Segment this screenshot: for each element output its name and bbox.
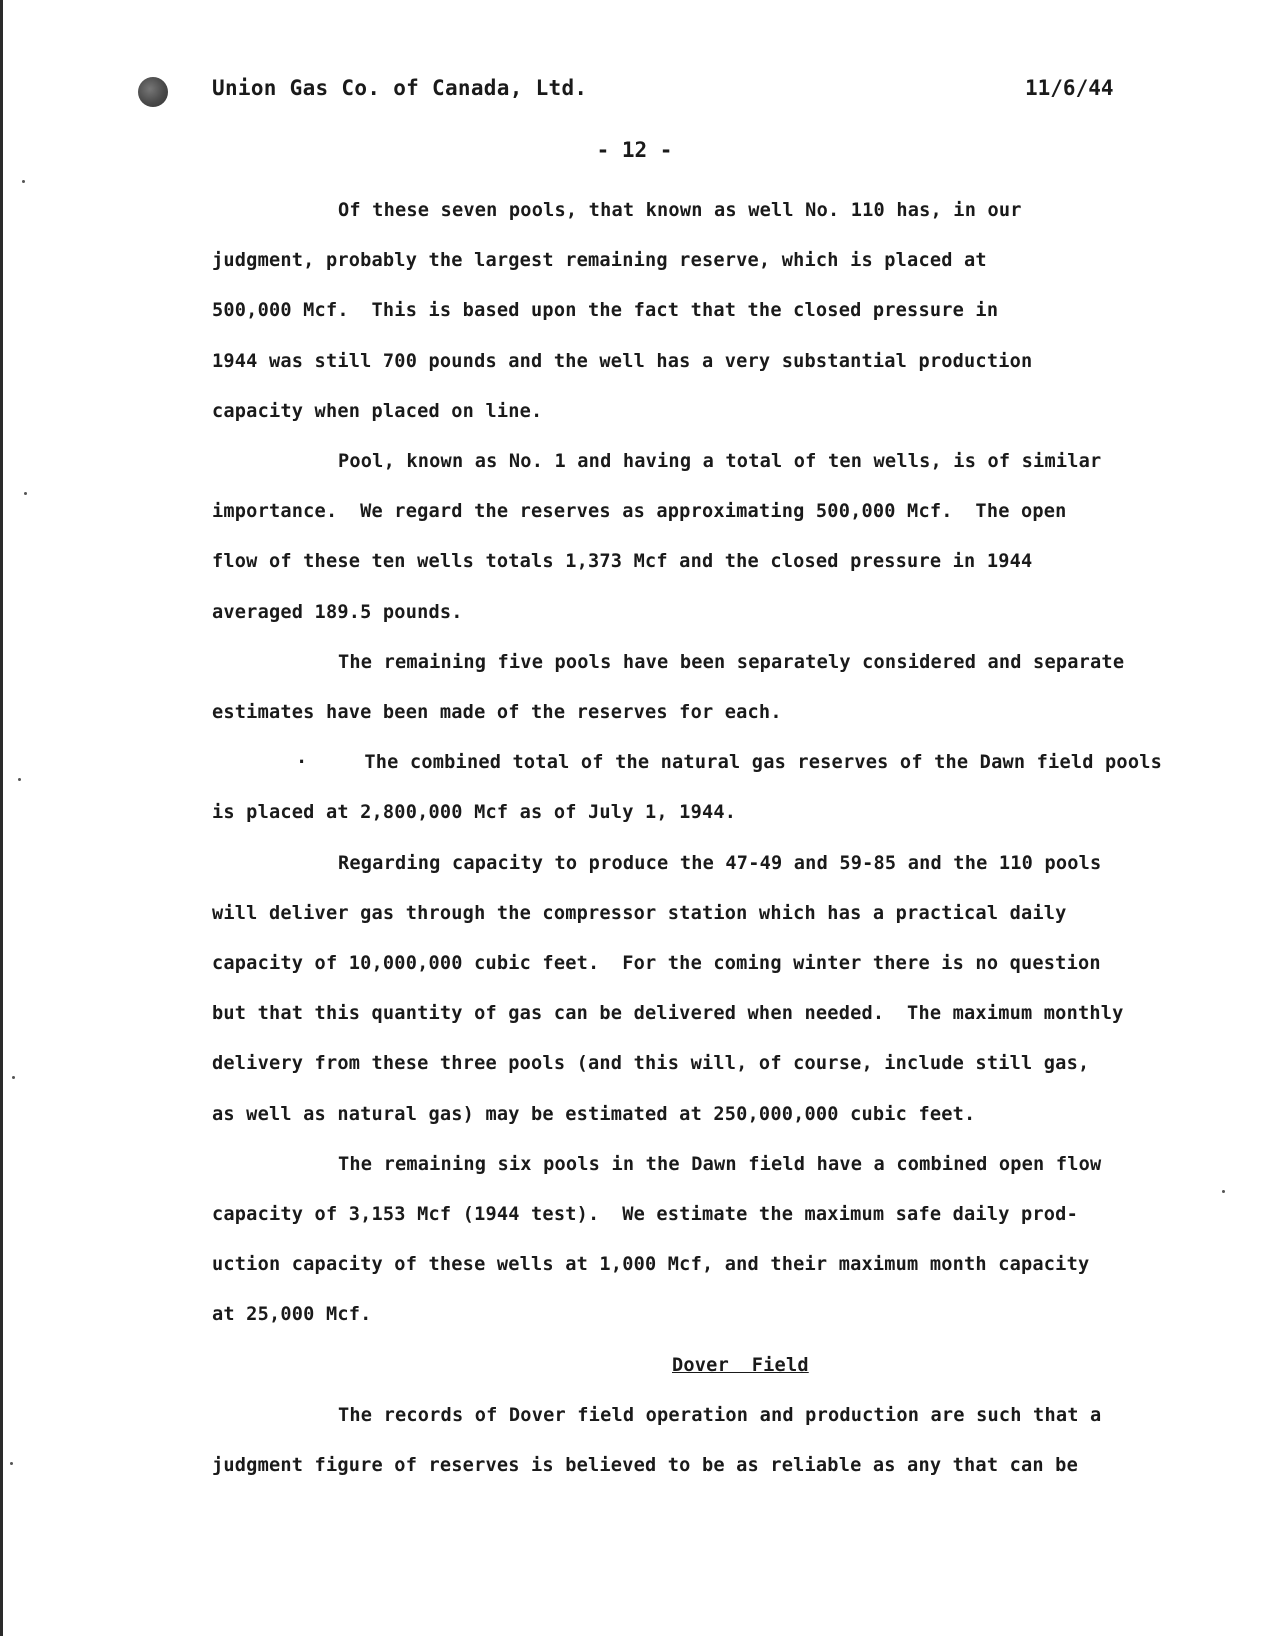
text-line: Regarding capacity to produce the 47-49 and 59-85 and the 110 pools <box>338 852 1102 874</box>
speck <box>24 492 27 495</box>
page-number: - 12 - <box>596 138 673 162</box>
text-line: at 25,000 Mcf. <box>212 1304 372 1326</box>
text-line: estimates have been made of the reserves for each. <box>212 702 782 724</box>
punch-hole <box>138 77 168 107</box>
paragraph-remaining-five <box>212 638 1212 738</box>
text-line: judgment, probably the largest remaining reserve, which is placed at <box>212 250 987 272</box>
speck <box>22 180 25 183</box>
text-line: is placed at 2,800,000 Mcf as of July 1, 1944. <box>212 802 737 824</box>
text-line: uction capacity of these wells at 1,000 Mcf, and their maximum month capacity <box>212 1254 1090 1276</box>
text-line: judgment figure of reserves is believed to be as reliable as any that can be <box>212 1455 1078 1477</box>
text-line: flow of these ten wells totals 1,373 Mcf and the closed pressure in 1944 <box>212 551 1033 573</box>
company-name: Union Gas Co. of Canada, Ltd. <box>212 76 588 100</box>
speck <box>18 778 21 781</box>
speck <box>1222 1190 1225 1193</box>
text-line: capacity of 3,153 Mcf (1944 test). We estimate the maximum safe daily prod- <box>212 1204 1078 1226</box>
text-line: 1944 was still 700 pounds and the well has a very substantial production <box>212 350 1033 372</box>
text-line: The records of Dover field operation and production are such that a <box>338 1404 1102 1426</box>
text-line: as well as natural gas) may be estimated at 250,000,000 cubic feet. <box>212 1103 976 1125</box>
paragraph-dover-field <box>212 1391 1212 1491</box>
text-line: capacity of 10,000,000 cubic feet. For the coming winter there is no question <box>212 953 1101 975</box>
text-line: The remaining five pools have been separately considered and separate <box>338 651 1125 673</box>
text-line: The remaining six pools in the Dawn field have a combined open flow <box>338 1153 1102 1175</box>
text-line: but that this quantity of gas can be delivered when needed. The maximum monthly <box>212 1003 1124 1025</box>
bullet-mark: · <box>296 752 308 774</box>
document-body <box>212 186 1212 1491</box>
text-line: capacity when placed on line. <box>212 400 543 422</box>
document-date: 11/6/44 <box>1025 76 1114 100</box>
text-line: will deliver gas through the compressor station which has a practical daily <box>212 902 1067 924</box>
text-line: importance. We regard the reserves as approximating 500,000 Mcf. The open <box>212 501 1067 523</box>
page-edge <box>0 0 3 1636</box>
paragraph-remaining-six <box>212 1140 1212 1341</box>
text-line-content: The combined total of the natural gas reserves of the Dawn field pools <box>364 752 1162 774</box>
text-line <box>212 738 1212 788</box>
text-line: Of these seven pools, that known as well No. 110 has, in our <box>338 200 1022 221</box>
text-line: delivery from these three pools (and this will, of course, include still gas, <box>212 1053 1090 1075</box>
text-line: 500,000 Mcf. This is based upon the fact that the closed pressure in <box>212 300 999 322</box>
speck <box>12 1076 15 1079</box>
paragraph-capacity <box>212 839 1212 1140</box>
text-line: Pool, known as No. 1 and having a total of ten wells, is of similar <box>338 451 1102 473</box>
section-heading: Dover Field <box>672 1354 809 1376</box>
speck <box>10 1462 13 1465</box>
paragraph-pool-1 <box>212 437 1212 638</box>
text-line: averaged 189.5 pounds. <box>212 601 463 623</box>
paragraph-well-110 <box>212 186 1212 437</box>
paragraph-combined-total <box>212 738 1212 838</box>
